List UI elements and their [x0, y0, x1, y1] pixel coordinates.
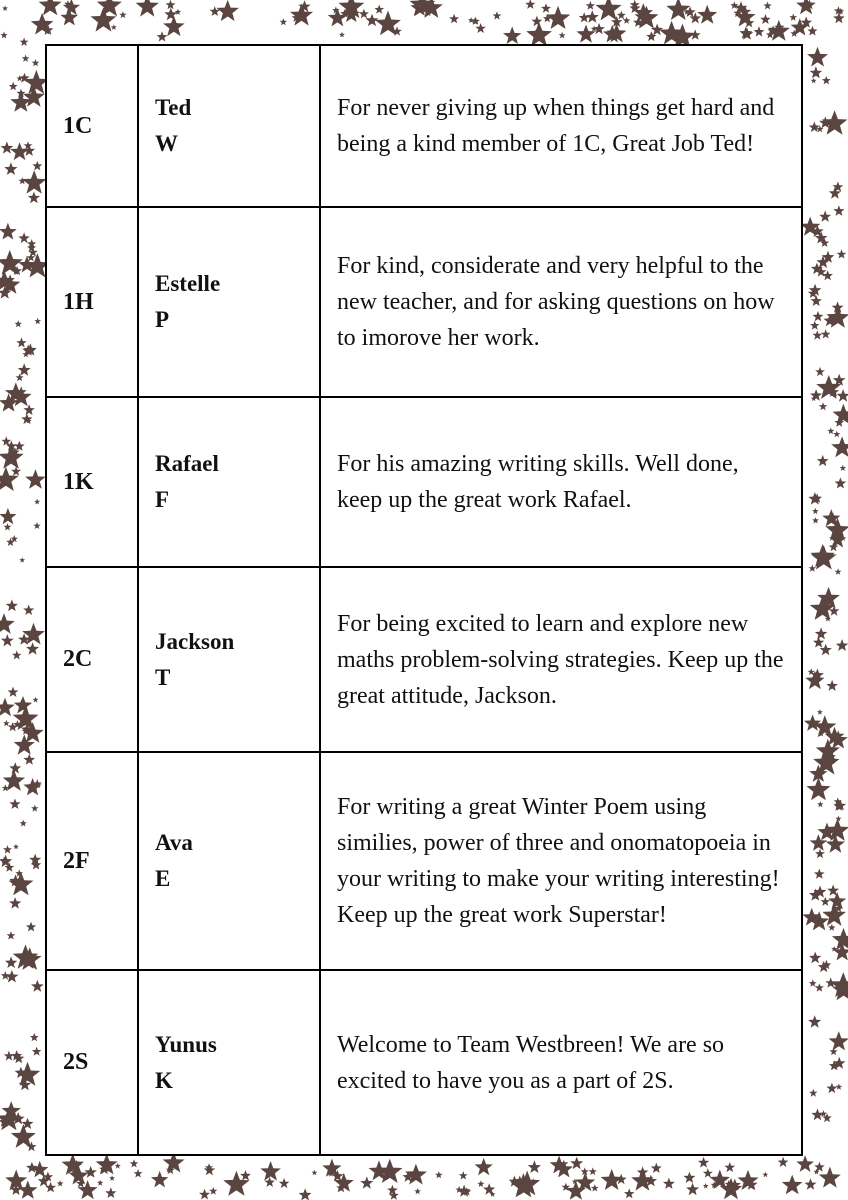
star-icon — [374, 5, 384, 14]
star-icon — [814, 869, 825, 879]
star-icon — [835, 477, 847, 488]
class-cell: 1K — [46, 397, 138, 567]
star-icon — [724, 1162, 735, 1172]
table-row — [46, 207, 802, 397]
star-icon — [339, 32, 345, 38]
star-icon — [483, 1183, 495, 1195]
star-icon — [3, 845, 12, 854]
star-icon — [57, 1180, 64, 1186]
star-icon — [20, 38, 29, 47]
star-icon — [815, 367, 825, 376]
star-icon — [805, 1178, 817, 1190]
star-icon — [808, 492, 821, 505]
star-icon — [25, 469, 46, 489]
star-icon — [833, 12, 845, 23]
star-icon — [0, 508, 17, 524]
star-icon — [754, 26, 765, 36]
star-icon — [13, 844, 19, 850]
star-icon — [807, 47, 828, 67]
star-icon — [703, 1168, 713, 1177]
star-icon — [18, 1180, 37, 1198]
star-icon — [826, 680, 838, 691]
star-icon — [32, 59, 40, 66]
star-icon — [591, 1184, 599, 1191]
star-icon — [23, 754, 35, 765]
star-icon — [0, 32, 7, 39]
star-icon — [811, 78, 817, 84]
star-icon — [97, 1180, 103, 1186]
star-icon — [115, 1163, 121, 1169]
student-last-initial: F — [155, 487, 170, 512]
star-icon — [817, 709, 823, 715]
star-icon — [20, 820, 27, 827]
star-icon — [811, 1109, 823, 1121]
star-icon — [589, 1167, 597, 1175]
star-icon — [8, 687, 19, 697]
star-icon — [31, 805, 38, 812]
star-icon — [0, 223, 17, 240]
star-icon — [829, 1031, 848, 1050]
star-icon — [134, 1169, 143, 1178]
student-name-cell — [138, 567, 320, 752]
star-icon — [9, 897, 21, 909]
star-icon — [826, 1083, 837, 1093]
star-icon — [2, 5, 8, 11]
star-icon — [471, 17, 480, 25]
student-name-cell — [138, 397, 320, 567]
star-icon — [15, 1062, 40, 1086]
star-icon — [15, 320, 22, 327]
student-last-initial: W — [155, 131, 178, 156]
star-icon — [526, 22, 552, 46]
star-icon — [840, 465, 847, 471]
class-cell: 1C — [46, 45, 138, 207]
star-icon — [0, 698, 15, 717]
star-icon — [763, 2, 771, 10]
star-icon — [414, 1188, 421, 1194]
student-first-name: Rafael — [155, 451, 219, 476]
star-icon — [359, 9, 369, 18]
star-icon — [290, 4, 313, 26]
star-icon — [312, 1170, 318, 1176]
star-icon — [810, 321, 820, 330]
star-icon — [260, 1161, 281, 1181]
star-icon — [105, 1187, 116, 1198]
star-icon — [576, 25, 595, 43]
star-icon — [703, 1183, 709, 1189]
star-icon — [164, 8, 177, 21]
star-icon — [163, 16, 185, 36]
student-name-cell — [138, 45, 320, 207]
star-icon — [812, 330, 822, 339]
star-icon — [9, 798, 20, 809]
star-icon — [812, 517, 819, 524]
star-icon — [698, 1157, 709, 1168]
star-icon — [31, 980, 44, 992]
star-icon — [651, 1163, 662, 1173]
star-icon — [814, 1162, 825, 1172]
star-icon — [365, 14, 378, 26]
star-icon — [5, 970, 18, 983]
star-icon — [810, 389, 822, 401]
star-icon — [119, 11, 126, 18]
star-icon — [559, 32, 566, 39]
star-icon — [33, 697, 39, 703]
star-icon — [12, 650, 22, 659]
star-icon — [586, 10, 599, 22]
star-icon — [23, 404, 34, 415]
star-icon — [1, 141, 14, 153]
awards-table — [45, 44, 803, 1156]
star-icon — [30, 1033, 39, 1041]
star-icon — [34, 318, 41, 325]
star-icon — [762, 1172, 768, 1178]
star-icon — [831, 436, 848, 457]
star-icon — [16, 337, 26, 347]
class-cell: 2C — [46, 567, 138, 752]
award-message-cell: For writing a great Winter Poem using similies, power of three and onomatopoeia in your writing to make your writing interesting! Keep up the great work Superstar! — [320, 752, 802, 970]
star-icon — [697, 5, 717, 24]
star-icon — [151, 1171, 168, 1188]
star-icon — [14, 696, 32, 714]
star-icon — [528, 1160, 541, 1173]
star-icon — [6, 599, 18, 611]
star-icon — [136, 0, 159, 17]
star-icon — [819, 402, 828, 410]
star-icon — [796, 1155, 814, 1172]
star-icon — [22, 55, 30, 62]
star-icon — [216, 0, 239, 21]
table-row — [46, 397, 802, 567]
star-icon — [616, 1174, 627, 1185]
star-icon — [623, 17, 631, 24]
star-icon — [812, 508, 819, 514]
star-icon — [26, 642, 39, 655]
award-message-cell: For never giving up when things get hard and being a kind member of 1C, Great Job Ted! — [320, 45, 802, 207]
star-icon — [299, 1188, 312, 1200]
star-icon — [23, 605, 34, 616]
star-icon — [835, 568, 842, 575]
star-icon — [157, 31, 168, 41]
star-icon — [32, 1047, 42, 1056]
star-icon — [7, 931, 16, 939]
star-icon — [387, 1185, 398, 1195]
star-icon — [525, 0, 535, 9]
star-icon — [822, 903, 846, 926]
star-icon — [240, 1170, 251, 1180]
award-message-cell: Welcome to Team Westbreen! We are so excited to have you as a part of 2S. — [320, 970, 802, 1155]
star-icon — [815, 983, 824, 992]
star-icon — [19, 557, 25, 563]
star-icon — [18, 232, 29, 243]
star-icon — [26, 922, 36, 932]
star-icon — [22, 170, 47, 194]
star-icon — [209, 1187, 217, 1195]
star-icon — [828, 924, 835, 931]
star-icon — [9, 872, 34, 896]
star-icon — [809, 979, 817, 986]
star-icon — [405, 1164, 427, 1185]
star-icon — [9, 82, 18, 91]
star-icon — [493, 11, 502, 19]
star-icon — [822, 110, 848, 135]
star-icon — [4, 523, 12, 531]
star-icon — [821, 329, 831, 338]
star-icon — [833, 205, 844, 216]
star-icon — [4, 162, 17, 175]
star-icon — [166, 0, 176, 9]
star-icon — [32, 161, 42, 171]
star-icon — [825, 978, 836, 988]
awards-sheet — [45, 44, 803, 1154]
star-icon — [17, 75, 23, 81]
star-icon — [9, 762, 21, 773]
star-icon — [833, 431, 840, 438]
star-icon — [817, 455, 829, 466]
star-icon — [804, 715, 821, 731]
table-row — [46, 752, 802, 970]
student-name-cell — [138, 970, 320, 1155]
star-icon — [23, 778, 41, 795]
star-icon — [360, 1176, 373, 1188]
star-icon — [435, 1171, 443, 1178]
star-icon — [829, 730, 848, 748]
star-icon — [821, 897, 831, 906]
star-icon — [836, 639, 848, 651]
star-icon — [815, 627, 828, 639]
star-icon — [28, 192, 40, 204]
star-icon — [84, 1166, 97, 1178]
star-icon — [811, 295, 822, 306]
star-icon — [822, 76, 831, 84]
class-cell: 2F — [46, 752, 138, 970]
student-last-initial: T — [155, 664, 171, 690]
star-icon — [531, 16, 542, 26]
star-icon — [33, 522, 40, 529]
star-icon — [807, 26, 817, 36]
star-icon — [11, 466, 21, 475]
star-icon — [809, 1089, 817, 1097]
student-first-name: Estelle — [155, 271, 221, 296]
star-icon — [27, 243, 36, 252]
star-icon — [586, 1, 595, 10]
award-message-cell: For his amazing writing skills. Well done, keep up the great work Rafael. — [320, 397, 802, 567]
table-row — [46, 970, 802, 1155]
star-icon — [809, 952, 821, 964]
star-icon — [837, 249, 847, 258]
star-icon — [31, 1161, 48, 1178]
star-icon — [663, 1178, 675, 1189]
award-message-cell: For kind, considerate and very helpful to the new teacher, and for asking questions on how to imorove her work. — [320, 207, 802, 397]
star-icon — [686, 1183, 699, 1195]
table-row — [46, 45, 802, 207]
star-icon — [596, 0, 622, 20]
student-name-cell — [138, 207, 320, 397]
student-first-name: Jackson — [155, 628, 235, 654]
star-icon — [819, 211, 831, 222]
star-icon — [16, 374, 24, 382]
star-icon — [1, 634, 14, 646]
student-last-initial: P — [155, 307, 170, 332]
star-icon — [477, 1180, 484, 1187]
student-first-name: Yunus — [155, 1031, 217, 1057]
student-first-name: Ava — [155, 830, 193, 855]
star-icon — [175, 9, 182, 15]
star-icon — [449, 14, 459, 23]
star-icon — [617, 11, 626, 20]
star-icon — [21, 413, 32, 424]
star-icon — [111, 24, 117, 30]
star-icon — [834, 6, 843, 15]
class-cell: 1H — [46, 207, 138, 397]
star-icon — [97, 0, 122, 16]
star-icon — [0, 613, 15, 634]
star-icon — [683, 1172, 695, 1183]
star-icon — [809, 565, 817, 572]
award-message-cell: For being excited to learn and explore new maths problem-solving strategies. Keep up the great attitude, Jackson. — [320, 567, 802, 752]
star-icon — [778, 1157, 789, 1167]
star-icon — [810, 66, 823, 78]
student-first-name: Ted — [155, 95, 192, 120]
star-icon — [591, 26, 597, 32]
star-icon — [806, 777, 830, 800]
star-icon — [3, 720, 10, 726]
star-icon — [5, 956, 17, 968]
student-name-cell — [138, 752, 320, 970]
star-icon — [63, 0, 80, 15]
star-icon — [109, 1175, 115, 1181]
star-icon — [45, 1182, 56, 1193]
star-icon — [579, 12, 590, 22]
star-icon — [459, 1171, 468, 1179]
star-icon — [782, 1175, 803, 1195]
star-icon — [503, 27, 521, 45]
table-row — [46, 567, 802, 752]
star-icon — [475, 23, 486, 33]
star-icon — [541, 3, 551, 12]
star-icon — [789, 14, 797, 21]
star-icon — [808, 1015, 821, 1027]
student-last-initial: E — [155, 866, 171, 891]
star-icon — [34, 499, 40, 505]
star-icon — [199, 1189, 210, 1200]
star-icon — [635, 6, 659, 29]
star-icon — [835, 816, 841, 822]
star-icon — [475, 1158, 493, 1175]
star-icon — [4, 1051, 14, 1061]
student-last-initial: K — [155, 1067, 173, 1093]
star-icon — [130, 1159, 139, 1167]
class-cell: 2S — [46, 970, 138, 1155]
star-icon — [817, 801, 823, 807]
star-icon — [0, 855, 12, 868]
star-icon — [796, 0, 816, 14]
star-icon — [813, 311, 824, 321]
star-icon — [210, 6, 221, 16]
star-icon — [279, 1178, 290, 1188]
star-icon — [280, 18, 288, 25]
star-icon — [624, 1188, 635, 1198]
star-icon — [836, 1084, 843, 1090]
star-icon — [760, 14, 771, 24]
